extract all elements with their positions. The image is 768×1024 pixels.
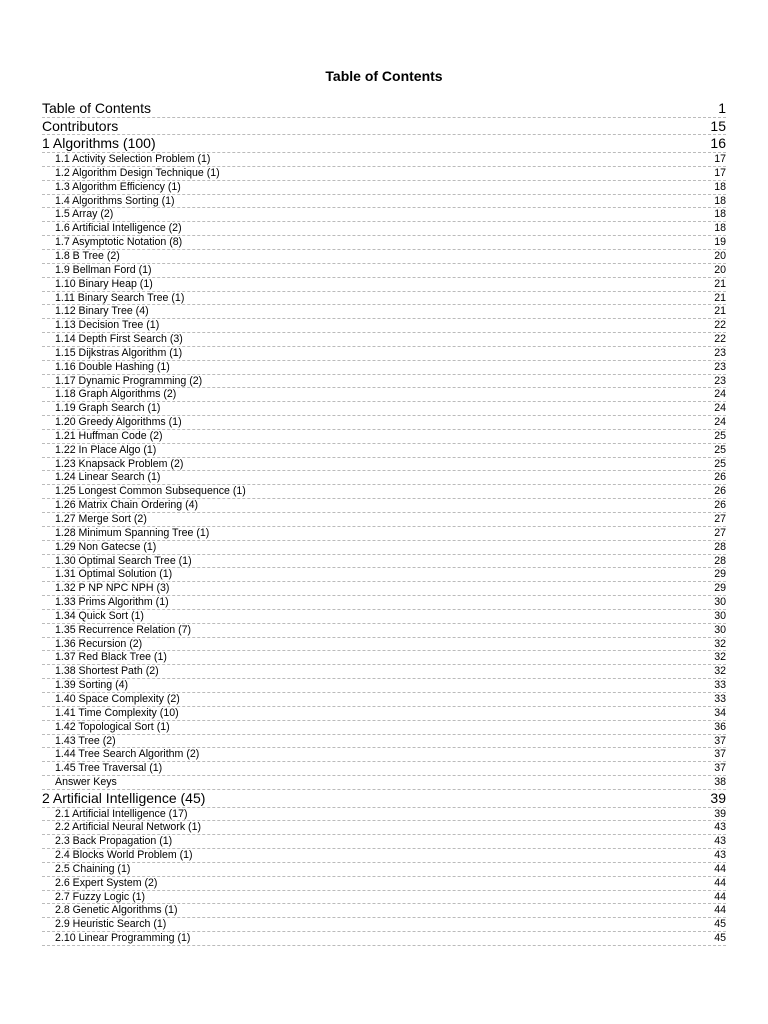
toc-entry-label: 1 Algorithms (100) [42,135,156,152]
toc-entry-label: Contributors [42,117,119,134]
toc-section-entry[interactable] [42,250,726,264]
toc-entry-page-number: 25 [714,443,726,456]
toc-section-entry[interactable] [42,665,726,679]
toc-entry-label: Table of Contents [42,100,151,116]
toc-section-entry[interactable] [42,181,726,195]
toc-entry-page-number: 30 [714,609,726,622]
toc-entry-page-number: 18 [714,194,726,207]
toc-section-entry[interactable] [42,333,726,347]
toc-entry-page-number: 26 [714,499,726,512]
toc-section-entry[interactable] [42,918,726,932]
toc-entry-label: 2.2 Artificial Neural Network (1) [55,821,202,834]
toc-section-entry[interactable] [42,679,726,693]
toc-section-entry[interactable] [42,361,726,375]
toc-entry-page-number: 29 [714,568,726,581]
toc-section-entry[interactable] [42,776,726,790]
toc-section-entry[interactable] [42,721,726,735]
toc-entry-label: 1.28 Minimum Spanning Tree (1) [55,526,210,539]
toc-entry-page-number: 17 [714,153,726,166]
toc-chapter-entry[interactable] [42,790,726,808]
toc-entry-label: 2.9 Heuristic Search (1) [55,918,167,931]
toc-section-entry[interactable] [42,610,726,624]
toc-entry-label: 2.7 Fuzzy Logic (1) [55,890,146,903]
toc-section-entry[interactable] [42,821,726,835]
toc-entry-label: 1.1 Activity Selection Problem (1) [55,153,211,166]
toc-entry-page-number: 20 [714,249,726,262]
toc-entry-page-number: 32 [714,665,726,678]
toc-entry-page-number: 21 [714,305,726,318]
toc-section-entry[interactable] [42,292,726,306]
toc-entry-page-number: 25 [714,429,726,442]
toc-entry-label: 1.13 Decision Tree (1) [55,319,160,332]
toc-entry-page-number: 22 [714,319,726,332]
toc-section-entry[interactable] [42,808,726,822]
toc-entry-page-number: 30 [714,623,726,636]
toc-entry-label: 2 Artificial Intelligence (45) [42,789,206,806]
toc-section-entry[interactable] [42,444,726,458]
toc-entry-page-number: 30 [714,596,726,609]
toc-entry-page-number: 24 [714,402,726,415]
toc-entry-label: 1.33 Prims Algorithm (1) [55,596,169,609]
toc-section-entry[interactable] [42,388,726,402]
toc-entry-label: 1.37 Red Black Tree (1) [55,651,167,664]
toc-section-entry[interactable] [42,707,726,721]
toc-section-entry[interactable] [42,236,726,250]
toc-entry-label: 1.2 Algorithm Design Technique (1) [55,166,220,179]
toc-section-entry[interactable] [42,863,726,877]
toc-entry-label: 1.4 Algorithms Sorting (1) [55,194,175,207]
toc-section-entry[interactable] [42,458,726,472]
toc-entry-page-number: 34 [714,706,726,719]
toc-entry-label: 1.29 Non Gatecse (1) [55,540,157,553]
toc-entry-label: 1.18 Graph Algorithms (2) [55,388,177,401]
toc-section-entry[interactable] [42,932,726,946]
toc-entry-page-number: 24 [714,416,726,429]
toc-entry-label: 1.12 Binary Tree (4) [55,305,149,318]
toc-entry-page-number: 39 [714,807,726,820]
toc-entry-label: 1.9 Bellman Ford (1) [55,263,152,276]
toc-section-entry[interactable] [42,568,726,582]
toc-entry-label: 1.38 Shortest Path (2) [55,665,159,678]
toc-entry-page-number: 45 [714,932,726,945]
toc-entry-label: 1.25 Longest Common Subsequence (1) [55,485,246,498]
toc-chapter-entry[interactable] [42,118,726,136]
page-title: Table of Contents [325,68,443,84]
toc-entry-label: 1.44 Tree Search Algorithm (2) [55,748,200,761]
toc-entry-page-number: 37 [714,734,726,747]
toc-entry-page-number: 17 [714,166,726,179]
toc-entry-label: 1.24 Linear Search (1) [55,471,161,484]
toc-entry-page-number: 27 [714,526,726,539]
toc-entry-label: 1.39 Sorting (4) [55,679,129,692]
toc-entry-label: 1.21 Huffman Code (2) [55,429,163,442]
toc-section-entry[interactable] [42,208,726,222]
toc-entry-label: 2.3 Back Propagation (1) [55,835,173,848]
toc-section-entry[interactable] [42,347,726,361]
toc-section-entry[interactable] [42,849,726,863]
toc-entry-page-number: 19 [714,236,726,249]
toc-entry-label: 1.42 Topological Sort (1) [55,720,170,733]
toc-entry-label: 1.31 Optimal Solution (1) [55,568,173,581]
toc-section-entry[interactable] [42,153,726,167]
toc-entry-page-number: 28 [714,540,726,553]
toc-entry-label: 1.14 Depth First Search (3) [55,333,183,346]
toc-section-entry[interactable] [42,375,726,389]
toc-entry-page-number: 27 [714,513,726,525]
toc-entry-page-number: 20 [714,263,726,276]
toc-entry-page-number: 18 [714,208,726,221]
toc-entry-page-number: 16 [710,135,726,152]
toc-entry-label: 1.30 Optimal Search Tree (1) [55,554,192,567]
toc-entry-page-number: 18 [714,222,726,235]
toc-entry-label: 2.5 Chaining (1) [55,862,131,875]
toc-entry-page-number: 43 [714,849,726,862]
toc-entry-label: 1.6 Artificial Intelligence (2) [55,222,182,235]
toc-list [42,100,726,946]
toc-entry-label: 1.23 Knapsack Problem (2) [55,457,184,470]
toc-section-entry[interactable] [42,167,726,181]
toc-entry-page-number: 33 [714,692,726,705]
toc-section-entry[interactable] [42,513,726,527]
toc-entry-page-number: 45 [714,918,726,931]
toc-section-entry[interactable] [42,541,726,555]
toc-entry-page-number: 36 [714,720,726,733]
toc-section-entry[interactable] [42,762,726,776]
toc-section-entry[interactable] [42,624,726,638]
toc-entry-page-number: 18 [714,180,726,193]
toc-entry-page-number: 23 [714,360,726,373]
toc-entry-page-number: 39 [710,789,726,806]
toc-section-entry[interactable] [42,264,726,278]
toc-section-entry[interactable] [42,402,726,416]
toc-section-entry[interactable] [42,278,726,292]
toc-entry-label: 1.36 Recursion (2) [55,637,143,650]
toc-entry-page-number: 33 [714,679,726,692]
toc-entry-page-number: 23 [714,374,726,387]
toc-entry-label: 1.22 In Place Algo (1) [55,443,157,456]
toc-section-entry[interactable] [42,596,726,610]
toc-entry-label: 1.10 Binary Heap (1) [55,277,153,290]
toc-section-entry[interactable] [42,416,726,430]
toc-entry-page-number: 28 [714,554,726,567]
toc-entry-label: 2.1 Artificial Intelligence (17) [55,807,188,820]
toc-entry-page-number: 15 [710,117,726,134]
toc-entry-page-number: 32 [714,651,726,664]
toc-entry-page-number: 22 [714,333,726,346]
toc-section-entry[interactable] [42,430,726,444]
toc-section-entry[interactable] [42,651,726,665]
toc-entry-label: 1.11 Binary Search Tree (1) [55,291,185,304]
toc-entry-page-number: 44 [714,876,726,889]
toc-entry-label: 1.34 Quick Sort (1) [55,609,144,622]
toc-entry-label: 1.19 Graph Search (1) [55,402,161,415]
toc-entry-label: 1.32 P NP NPC NPH (3) [55,582,170,595]
toc-entry-page-number: 21 [714,291,726,304]
toc-entry-page-number: 44 [714,862,726,875]
toc-entry-label: 1.15 Dijkstras Algorithm (1) [55,346,183,359]
toc-section-entry[interactable] [42,904,726,918]
toc-entry-label: 1.17 Dynamic Programming (2) [55,374,203,387]
toc-entry-page-number: 24 [714,388,726,401]
toc-entry-page-number: 43 [714,835,726,848]
toc-entry-label: 2.10 Linear Programming (1) [55,932,191,945]
toc-entry-page-number: 44 [714,890,726,903]
toc-section-entry[interactable] [42,222,726,236]
toc-entry-page-number: 23 [714,346,726,359]
toc-entry-page-number: 37 [714,762,726,775]
toc-entry-page-number: 43 [714,821,726,834]
toc-entry-label: 1.8 B Tree (2) [55,249,120,262]
toc-entry-page-number: 44 [714,904,726,917]
toc-entry-label: 1.41 Time Complexity (10) [55,706,179,719]
toc-entry-label: 2.6 Expert System (2) [55,876,158,889]
toc-section-entry[interactable] [42,735,726,749]
toc-entry-label: 1.5 Array (2) [55,208,114,221]
toc-entry-page-number: 26 [714,471,726,484]
toc-section-entry[interactable] [42,499,726,513]
toc-entry-label: 1.27 Merge Sort (2) [55,513,147,525]
toc-section-entry[interactable] [42,471,726,485]
toc-entry-label: 2.8 Genetic Algorithms (1) [55,904,178,917]
toc-entry-label: 1.7 Asymptotic Notation (8) [55,236,183,249]
toc-entry-label: 1.16 Double Hashing (1) [55,360,170,373]
toc-entry-page-number: 21 [714,277,726,290]
toc-entry-label: 1.3 Algorithm Efficiency (1) [55,180,181,193]
toc-section-entry[interactable] [42,319,726,333]
toc-entry-page-number: 1 [718,100,726,116]
toc-chapter-entry[interactable] [42,135,726,153]
toc-entry-label: 2.4 Blocks World Problem (1) [55,849,193,862]
toc-section-entry[interactable] [42,748,726,762]
toc-entry-page-number: 32 [714,637,726,650]
toc-entry-page-number: 37 [714,748,726,761]
toc-section-entry[interactable] [42,891,726,905]
toc-entry-label: 1.20 Greedy Algorithms (1) [55,416,182,429]
toc-entry-label: Answer Keys [55,776,117,789]
toc-section-entry[interactable] [42,195,726,209]
toc-entry-page-number: 26 [714,485,726,498]
toc-section-entry[interactable] [42,877,726,891]
toc-section-entry[interactable] [42,582,726,596]
toc-section-entry[interactable] [42,638,726,652]
toc-entry-label: 1.45 Tree Traversal (1) [55,762,163,775]
toc-section-entry[interactable] [42,555,726,569]
toc-entry-label: 1.40 Space Complexity (2) [55,692,180,705]
toc-entry-label: 1.35 Recurrence Relation (7) [55,623,192,636]
toc-section-entry[interactable] [42,485,726,499]
toc-entry-label: 1.43 Tree (2) [55,734,116,747]
toc-entry-label: 1.26 Matrix Chain Ordering (4) [55,499,199,512]
toc-section-entry[interactable] [42,527,726,541]
toc-entry-page-number: 38 [714,776,726,789]
toc-section-entry[interactable] [42,693,726,707]
toc-entry-page-number: 29 [714,582,726,595]
toc-entry-page-number: 25 [714,457,726,470]
toc-section-entry[interactable] [42,305,726,319]
toc-section-entry[interactable] [42,835,726,849]
toc-chapter-entry[interactable] [42,100,726,118]
